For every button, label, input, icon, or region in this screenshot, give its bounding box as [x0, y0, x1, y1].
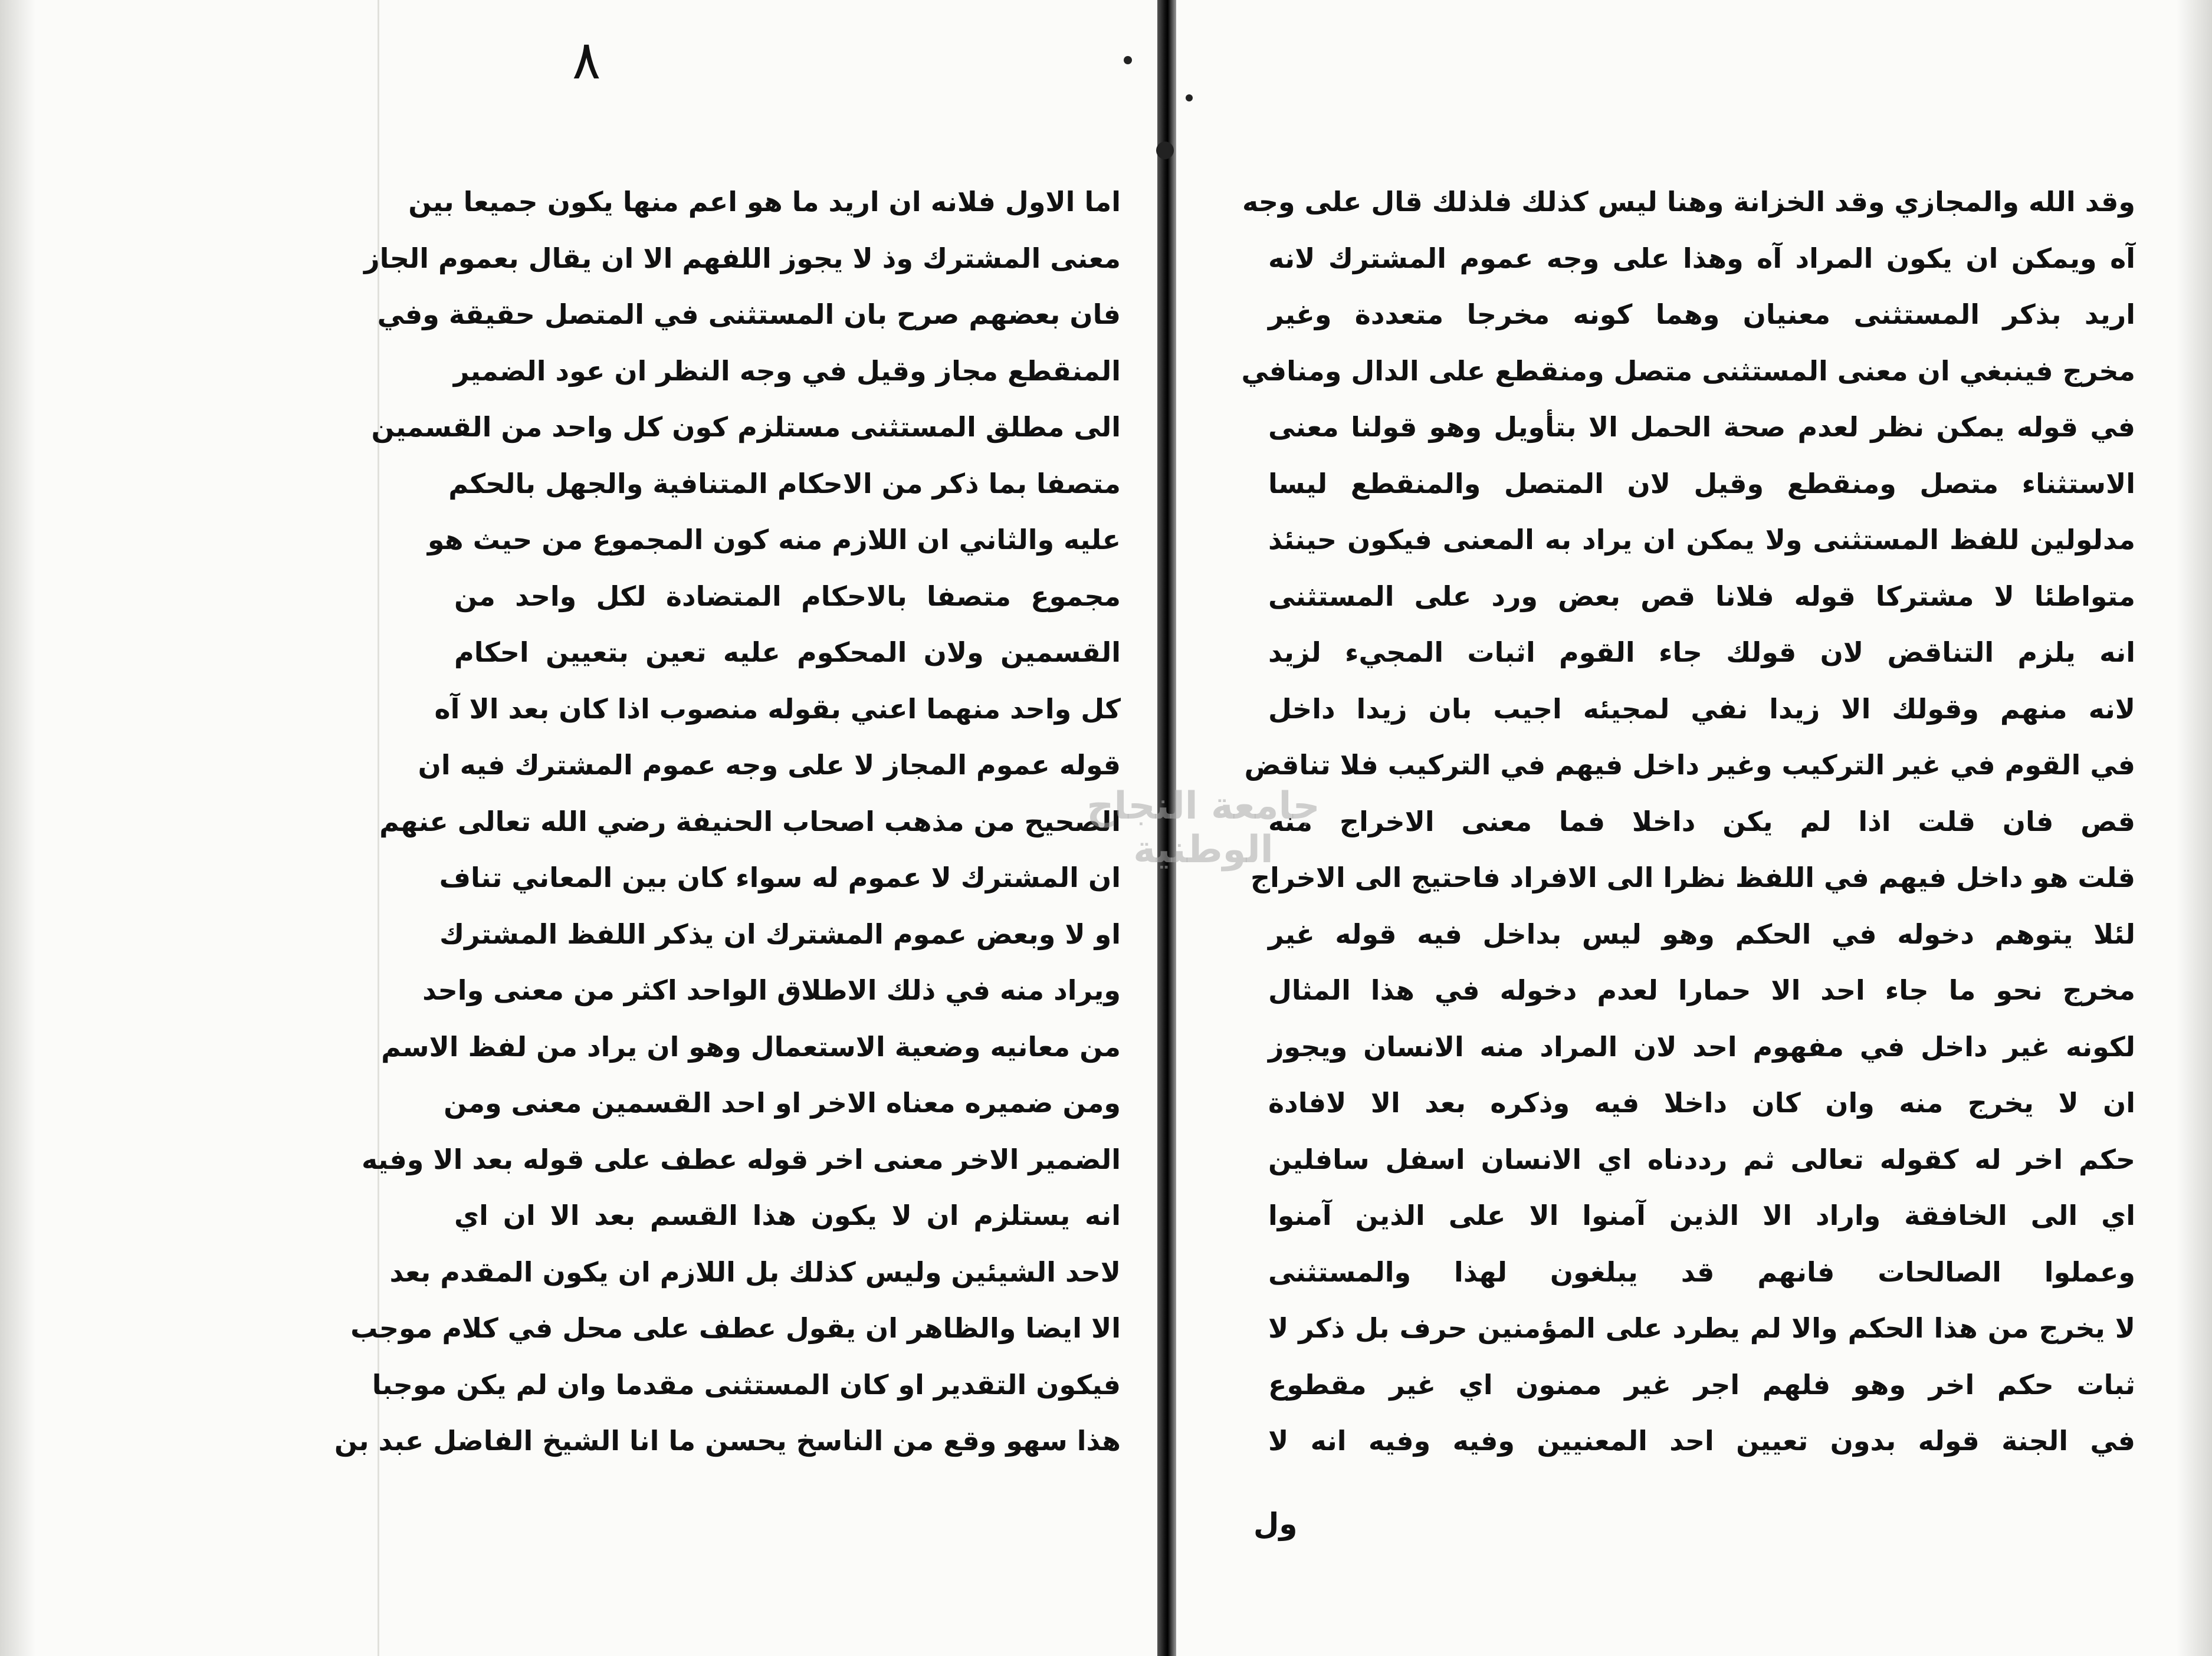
manuscript-line: لانه منهم وقولك الا زيدا نفي لمجيئه اجيب بان زيدا داخل — [1268, 692, 2135, 725]
manuscript-line: كل واحد منهما اعني بقوله منصوب اذا كان بعد الا آه — [434, 692, 1121, 725]
manuscript-line: آه ويمكن ان يكون المراد آه وهذا على وجه عموم المشترك لانه — [1268, 242, 2135, 274]
manuscript-line: لا يخرج من هذا الحكم والا لم يطرد على المؤمنين حرف بل ذكر لا — [1268, 1312, 2135, 1344]
manuscript-line: معنى المشترك وذ لا يجوز اللفهم الا ان يقال بعموم الجاز — [364, 242, 1121, 274]
manuscript-line: ثبات حكم اخر وهو فلهم اجر غير ممنون اي غير مقطوع — [1268, 1368, 2135, 1401]
manuscript-line: في قوله يمكن نظر لعدم صحة الحمل الا بتأويل وهو قولنا معنى — [1268, 411, 2135, 443]
manuscript-line: او لا وبعض عموم المشترك ان يذكر اللفظ المشترك — [439, 918, 1121, 950]
manuscript-line: لاحد الشيئين وليس كذلك بل اللازم ان يكون المقدم بعد — [389, 1256, 1121, 1288]
manuscript-line: مدلولين للفظ المستثنى ولا يمكن ان يراد به المعنى فيكون حينئذ — [1268, 524, 2135, 556]
manuscript-line: وعملوا الصالحات فانهم قد يبلغون لهذا والمستثنى — [1268, 1256, 2135, 1288]
manuscript-line: متصفا بما ذكر من الاحكام المتنافية والجهل بالحكم — [448, 467, 1121, 500]
manuscript-line: في القوم في غير التركيب وغير داخل فيهم في التركيب فلا تناقض — [1244, 749, 2135, 781]
manuscript-line: في الجنة قوله بدون تعيين احد المعنيين وفيه وفيه انه لا — [1268, 1425, 2135, 1457]
manuscript-line: متواطئا لا مشتركا قوله فلانا قص بعض ورد على المستثنى — [1268, 580, 2135, 612]
manuscript-line: اريد بذكر المستثنى معنيان وهما كونه مخرجا متعددة وغير — [1268, 298, 2135, 330]
manuscript-line: ان المشترك لا عموم له سواء كان بين المعاني تناف — [439, 862, 1121, 893]
manuscript-line: عليه والثاني ان اللازم منه كون المجموع من حيث هو — [427, 524, 1121, 556]
ink-blot — [1156, 142, 1174, 159]
manuscript-line: قص فان قلت اذا لم يكن داخلا فما معنى الاخراج منه — [1268, 805, 2135, 837]
manuscript-line: حكم اخر له كقوله تعالى ثم رددناه اي الانسان اسفل سافلين — [1268, 1143, 2135, 1175]
right-page-text — [1241, 174, 2135, 1470]
manuscript-line: الاستثناء متصل ومنقطع وقيل لان المتصل والمنقطع ليسا — [1268, 467, 2135, 500]
manuscript-line: من معانيه وضعية الاستعمال وهو ان يراد من لفظ الاسم — [381, 1030, 1121, 1063]
manuscript-line: القسمين ولان المحكوم عليه تعين بتعيين احكام — [454, 636, 1121, 668]
manuscript-line: انه يلزم التناقض لان قولك جاء القوم اثبات المجيء لزيد — [1268, 636, 2135, 668]
manuscript-line: انه يستلزم ان لا يكون هذا القسم بعد الا ان اي — [454, 1200, 1121, 1231]
manuscript-line: ومن ضميره معناه الاخر او احد القسمين معنى ومن — [444, 1087, 1121, 1119]
manuscript-line: قلت هو داخل فيهم في اللفظ نظرا الى الافراد فاحتيج الى الاخراج — [1251, 862, 2135, 893]
manuscript-line: هذا سهو وقع من الناسخ يحسن ما انا الشيخ الفاضل عبد بن — [334, 1425, 1121, 1457]
manuscript-line: اما الاول فلانه ان اريد ما هو اعم منها يكون جميعا بين — [408, 186, 1121, 218]
manuscript-line: الصحيح من مذهب اصحاب الحنيفة رضي الله تعالى عنهم — [379, 805, 1121, 837]
manuscript-line: المنقطع مجاز وقيل في وجه النظر ان عود الضمير — [453, 354, 1121, 387]
folio-number: ٨ — [572, 29, 601, 91]
manuscript-line: الا ايضا والظاهر ان يقول عطف على محل في كلام موجب — [350, 1312, 1121, 1344]
right-page-edge — [2177, 0, 2212, 1656]
manuscript-line: قوله عموم المجاز لا على وجه عموم المشترك فيه ان — [418, 749, 1121, 781]
catchword: ول — [1253, 1507, 1298, 1541]
manuscript-line: وقد الله والمجازي وقد الخزانة وهنا ليس كذلك فلذلك قال على وجه — [1242, 186, 2135, 218]
manuscript-line: فيكون التقدير او كان المستثنى مقدما وان لم يكن موجبا — [372, 1368, 1121, 1401]
ink-speck — [1186, 94, 1193, 101]
manuscript-line: لكونه غير داخل في مفهوم احد لان المراد منه الانسان ويجوز — [1268, 1030, 2135, 1063]
left-page-edge — [0, 0, 35, 1656]
library-watermark: جامعة النجاح الوطنية — [1087, 784, 1320, 872]
left-page-text — [334, 174, 1121, 1470]
ink-speck — [1124, 56, 1132, 64]
manuscript-line: مخرج فينبغي ان معنى المستثنى متصل ومنقطع على الدال ومنافي — [1241, 354, 2135, 387]
manuscript-line: مجموع متصفا بالاحكام المتضادة لكل واحد من — [454, 580, 1121, 612]
manuscript-line: الضمير الاخر معنى اخر قوله عطف على قوله بعد الا وفيه — [361, 1143, 1121, 1175]
manuscript-line: مخرج نحو ما جاء احد الا حمارا لعدم دخوله في هذا المثال — [1268, 974, 2135, 1006]
manuscript-line: ان لا يخرج منه وان كان داخلا فيه وذكره بعد الا لافادة — [1268, 1087, 2135, 1119]
manuscript-line: ويراد منه في ذلك الاطلاق الواحد اكثر من معنى واحد — [422, 974, 1121, 1006]
manuscript-line: الى مطلق المستثنى مستلزم كون كل واحد من القسمين — [371, 411, 1121, 443]
manuscript-line: فان بعضهم صرح بان المستثنى في المتصل حقيقة وفي — [377, 298, 1121, 330]
manuscript-line: اي الى الخافقة واراد الا الذين آمنوا الا على الذين آمنوا — [1268, 1200, 2135, 1231]
manuscript-line: لئلا يتوهم دخوله في الحكم وهو ليس بداخل فيه قوله غير — [1268, 918, 2135, 950]
